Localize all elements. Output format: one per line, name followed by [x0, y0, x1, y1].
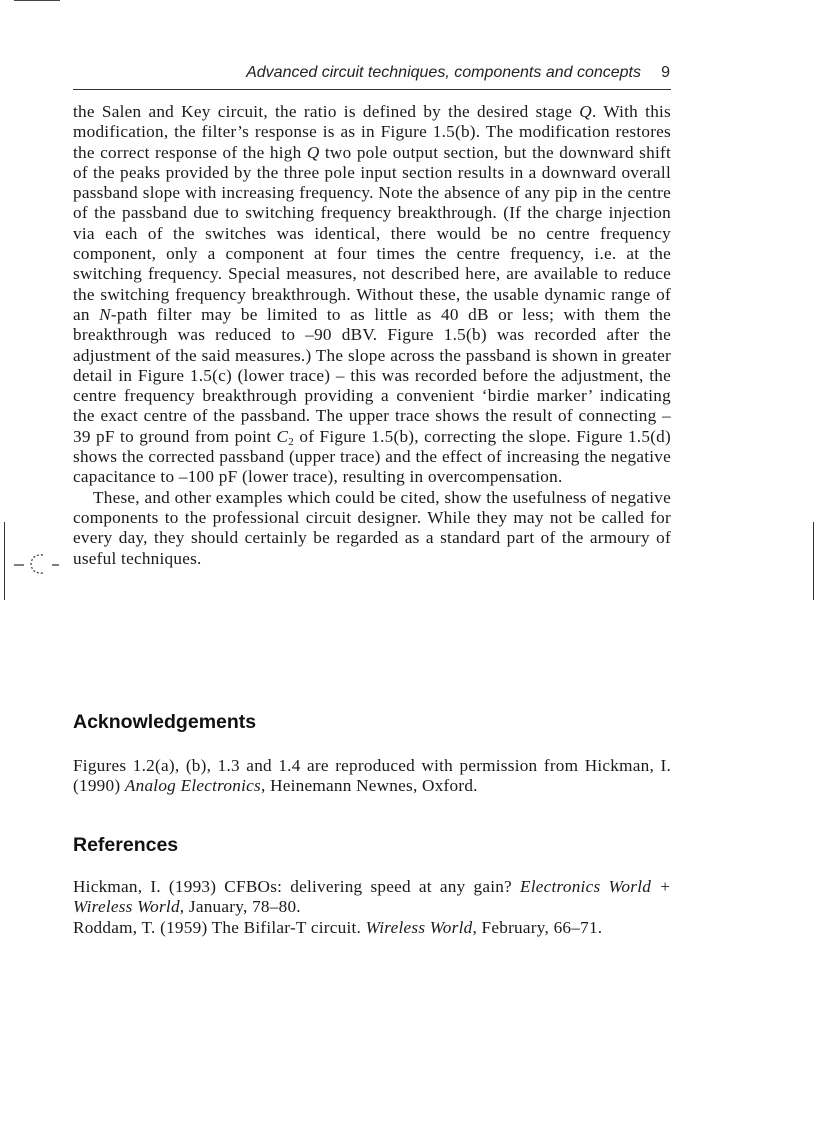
paragraph-1: the Salen and Key circuit, the ratio is defined by the desired stage Q. With this modification, the filter’s response is as in Figure 1.5(b). The modification restores the correct response of the high Q two pole output section, but the downward shift of the peaks provided by the three pole input section results in a downward overall passband slope with increasing frequency. Note the absence of any pip in the centre of the passband due to switching frequency breakthrough. (If the charge injection via each of the switches was identical, there would be no centre frequency component, only a component at four times the centre frequency, i.e. at the switching frequency. Special measures, not described here, are available to reduce the switching frequency breakthrough. Without these, the usable dynamic range of an N-path filter may be limited to as little as 40 dB or less; with them the breakthrough was reduced to –90 dBV. Figure 1.5(b) was recorded after the adjustment of the said measures.) The slope across the passband is shown in greater detail in Figure 1.5(c) (lower trace) – this was recorded before the adjustment, the centre frequency breakthrough providing a convenient ‘birdie marker’ indicating the exact centre of the passband. The upper trace shows the result of connecting –39 pF to ground from point $C_2$ of Figure 1.5(b), correcting the slope. Figure 1.5(d) shows the corrected passband (upper trace) and the effect of increasing the negative capacitance to –100 pF (lower trace), resulting in overcompensation. — [73, 102, 671, 487]
running-header — [73, 60, 671, 90]
margin-line-right — [813, 522, 814, 600]
crop-mark-top — [14, 0, 60, 1]
page-number: 9 — [661, 64, 670, 81]
reference-item: Roddam, T. (1959) The Bifilar-T circuit. Wireless World, February, 66–71. — [73, 917, 603, 937]
references-list — [73, 877, 671, 938]
registration-mark-icon — [12, 550, 62, 578]
references-heading: References — [73, 834, 179, 856]
margin-line-left — [4, 522, 5, 600]
acknowledgements-heading: Acknowledgements — [73, 711, 257, 733]
paragraph-2: These, and other examples which could be cited, show the usefulness of negative components to the professional circuit designer. While they may not be called for every day, they should certainly be regarded as a standard part of the armoury of useful techniques. — [73, 487, 671, 568]
reference-item: Hickman, I. (1993) CFBOs: delivering speed at any gain? Electronics World + Wireless World, January, 78–80. — [73, 877, 671, 917]
header-rule — [73, 89, 671, 90]
body-text — [73, 102, 671, 569]
acknowledgements-text: Figures 1.2(a), (b), 1.3 and 1.4 are reproduced with permission from Hickman, I. (1990) Analog Electronics, Heinemann Newnes, Oxford. — [73, 756, 671, 796]
running-title: Advanced circuit techniques, components and concepts — [246, 64, 641, 81]
